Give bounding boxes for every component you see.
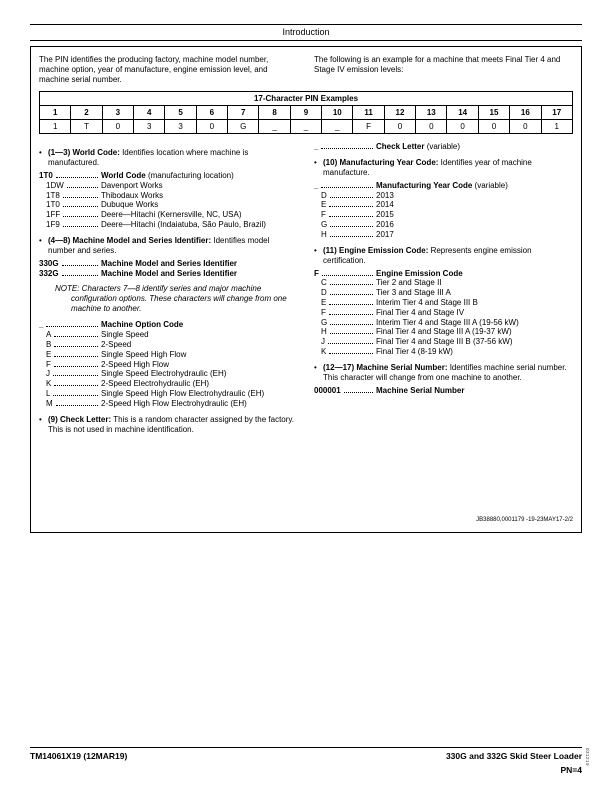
bullet-label: (10) Manufacturing Year Code: — [323, 157, 439, 167]
definition-term-cell — [321, 191, 376, 201]
footer-model-title: 330G and 332G Skid Steer Loader — [445, 751, 582, 761]
pin-value-cell: _ — [290, 120, 321, 134]
header-rule-top — [30, 24, 582, 25]
dot-leader — [330, 292, 373, 295]
definition-row — [314, 308, 573, 318]
dot-leader — [62, 273, 98, 276]
definition-term: F — [314, 268, 319, 278]
footer-page-number: PN=4 — [560, 765, 582, 775]
definition-text: Davenport Works — [101, 180, 163, 190]
bullet-item: • (4—8) Machine Model and Series Identifier: Identifies model number and series. — [39, 236, 298, 256]
definition-text: 2-Speed High Flow — [101, 359, 170, 369]
definition-text: Check Letter (variable) — [376, 142, 461, 151]
definition-text: Final Tier 4 and Stage III B (37-56 kW) — [376, 337, 513, 347]
definition-text: Interim Tier 4 and Stage III A (19-56 kW) — [376, 317, 519, 327]
definition-term-cell — [46, 330, 101, 340]
definition-row — [314, 220, 573, 230]
definition-term-cell — [46, 389, 101, 399]
definition-text: Final Tier 4 and Stage III A (19-37 kW) — [376, 327, 512, 337]
dot-leader — [330, 224, 373, 227]
definition-row — [39, 330, 298, 340]
definition-term: D — [321, 288, 327, 298]
pin-example-paragraph: The following is an example for a machine that meets Final Tier 4 and Stage IV emission levels: — [314, 55, 561, 74]
definition-text: Interim Tier 4 and Stage III B — [376, 297, 478, 307]
definition-term: G — [321, 317, 328, 327]
pin-value-cell: 1 — [40, 120, 71, 134]
dot-leader — [321, 146, 373, 149]
definition-term-cell — [46, 379, 101, 389]
definition-text: 2013 — [376, 190, 394, 200]
pin-position-cell: 15 — [478, 106, 509, 120]
definition-term-cell — [321, 220, 376, 230]
definition-row — [314, 181, 573, 191]
definition-term: G — [321, 219, 328, 229]
definition-text: Machine Option Code — [101, 320, 184, 330]
definition-term-cell — [314, 269, 376, 279]
dot-leader — [330, 322, 373, 325]
footer-print-code: 031219 — [585, 748, 590, 767]
definition-row — [39, 360, 298, 370]
definition-term-cell — [321, 318, 376, 328]
definition-term-cell — [39, 171, 101, 181]
pin-value-cell: 0 — [447, 120, 478, 134]
pin-position-cell: 17 — [541, 106, 573, 120]
definition-row — [39, 181, 298, 191]
pin-value-cell: 0 — [416, 120, 447, 134]
dot-leader — [328, 341, 373, 344]
dot-leader — [46, 324, 98, 327]
definition-row — [39, 210, 298, 220]
definition-term-cell — [46, 399, 101, 409]
definition-term: L — [46, 388, 51, 398]
pin-table-title: 17-Character PIN Examples — [40, 92, 573, 106]
pin-value-cell: 3 — [165, 120, 196, 134]
definition-row — [314, 318, 573, 328]
definition-row — [314, 278, 573, 288]
pin-value-cell: 0 — [478, 120, 509, 134]
definition-term: H — [321, 229, 327, 239]
dot-leader — [321, 185, 373, 188]
definition-text: Tier 3 and Stage III A — [376, 288, 451, 298]
definition-term-cell — [46, 340, 101, 350]
definition-term: D — [321, 190, 327, 200]
pin-position-cell: 5 — [165, 106, 196, 120]
definition-suffix: (manufacturing location) — [145, 171, 234, 180]
definition-row — [314, 337, 573, 347]
definition-row — [314, 347, 573, 357]
definition-term: E — [321, 297, 327, 307]
dot-leader — [67, 185, 98, 188]
pin-position-cell: 10 — [322, 106, 353, 120]
definition-text: Deere—Hitachi (Indaiatuba, São Paulo, Brazil) — [101, 219, 266, 229]
definition-text: Tier 2 and Stage II — [376, 278, 442, 288]
definition-term-cell — [314, 386, 376, 396]
definition-row — [39, 350, 298, 360]
definition-suffix: (variable) — [472, 180, 508, 190]
definition-term: E — [46, 349, 52, 359]
definition-term-cell — [314, 142, 376, 152]
pin-position-cell: 4 — [134, 106, 165, 120]
definition-text: 2-Speed Electrohydraulic (EH) — [101, 379, 210, 389]
definition-text: Single Speed Electrohydraulic (EH) — [101, 369, 227, 379]
definition-row — [39, 389, 298, 399]
pin-value-cell: 1 — [541, 120, 573, 134]
bullet-item: • (1—3) World Code: Identifies location where machine is manufactured. — [39, 148, 298, 168]
definition-term-cell — [46, 191, 101, 201]
pin-value-cell: G — [228, 120, 259, 134]
pin-value-cell: 0 — [196, 120, 227, 134]
definition-row — [314, 386, 573, 396]
dot-leader — [63, 224, 98, 227]
definition-row — [314, 327, 573, 337]
bullet-item: • (10) Manufacturing Year Code: Identifies year of machine manufacture. — [314, 158, 573, 178]
pin-table — [39, 91, 573, 134]
dot-leader — [322, 273, 373, 276]
header-rule-bottom — [30, 40, 582, 41]
content-row — [39, 142, 573, 438]
definition-row — [314, 230, 573, 240]
definition-text: Final Tier 4 (8-19 kW) — [376, 346, 453, 356]
pin-positions-row — [40, 106, 573, 120]
definition-term: F — [46, 359, 51, 369]
definition-text: Dubuque Works — [101, 200, 159, 210]
definition-term: _ — [314, 180, 319, 190]
dot-leader — [63, 195, 98, 198]
pin-position-cell: 12 — [384, 106, 415, 120]
left-column — [39, 142, 298, 438]
definition-row — [39, 259, 298, 269]
pin-position-cell: 11 — [353, 106, 384, 120]
dot-leader — [54, 344, 98, 347]
definition-term-cell — [321, 327, 376, 337]
definition-text: 2017 — [376, 229, 394, 239]
dot-leader — [344, 390, 373, 393]
definition-term-cell — [46, 181, 101, 191]
dot-leader — [330, 282, 373, 285]
definition-term-cell — [321, 210, 376, 220]
dot-leader — [54, 334, 98, 337]
bullet-label: (1—3) World Code: — [48, 148, 120, 157]
definition-term: J — [321, 337, 325, 347]
definition-term-cell — [321, 337, 376, 347]
definition-term: C — [321, 278, 327, 288]
definition-term-cell — [321, 230, 376, 240]
bullet-label: (9) Check Letter: — [48, 414, 112, 424]
definition-term: J — [46, 369, 50, 379]
definition-text: Single Speed High Flow — [101, 349, 187, 359]
bullet-item: • (9) Check Letter: This is a random character assigned by the factory. This is not used in machine identification. — [39, 415, 298, 435]
pin-value-cell: 3 — [134, 120, 165, 134]
definition-row — [314, 288, 573, 298]
definition-text: Machine Model and Series Identifier — [101, 258, 238, 268]
definition-text: Final Tier 4 and Stage IV — [376, 307, 465, 317]
definition-term: 330G — [39, 258, 59, 268]
dot-leader — [329, 351, 373, 354]
definition-row — [314, 210, 573, 220]
definition-row — [39, 399, 298, 409]
pin-value-cell: T — [71, 120, 102, 134]
dot-leader — [56, 403, 98, 406]
pin-position-cell: 13 — [416, 106, 447, 120]
definition-term: _ — [39, 320, 44, 330]
definition-term-cell — [46, 210, 101, 220]
definition-text: 2016 — [376, 219, 394, 229]
definition-term: M — [46, 398, 53, 408]
dot-leader — [329, 214, 373, 217]
page-header-title: Introduction — [282, 27, 330, 37]
note-text: NOTE: Characters 7—8 identify series and major machine configuration options. These characters will change from one machine to another. — [55, 284, 287, 314]
pin-position-cell: 9 — [290, 106, 321, 120]
definition-text: 2014 — [376, 200, 394, 210]
definition-term: 1T0 — [39, 171, 53, 180]
dot-leader — [62, 263, 98, 266]
definition-term-cell — [321, 288, 376, 298]
definition-row — [39, 171, 298, 181]
pin-position-cell: 6 — [196, 106, 227, 120]
definition-term-cell — [46, 350, 101, 360]
definition-term: 1T0 — [46, 200, 60, 210]
definition-text: Thibodaux Works — [101, 190, 164, 200]
definition-term: B — [46, 339, 52, 349]
pin-table-title-row — [40, 92, 573, 106]
definition-term: E — [321, 200, 327, 210]
definition-text: 2015 — [376, 210, 394, 220]
bullet-item: • (12—17) Machine Serial Number: Identifies machine serial number. This character will change from one machine to another. — [314, 363, 573, 383]
pin-value-cell: 0 — [384, 120, 415, 134]
definition-term-cell — [39, 320, 101, 330]
definition-text: World Code (manufacturing location) — [101, 171, 234, 180]
definition-text: Machine Model and Series Identifier — [101, 268, 238, 278]
dot-leader — [329, 302, 373, 305]
definition-term: _ — [314, 142, 319, 151]
footer-doc-number: TM14061X19 (12MAR19) — [30, 751, 128, 761]
definition-term: F — [321, 210, 326, 220]
definition-term-cell — [321, 200, 376, 210]
definition-row — [314, 269, 573, 279]
dot-leader — [329, 204, 373, 207]
definition-text: 2-Speed High Flow Electrohydraulic (EH) — [101, 398, 247, 408]
pin-position-cell: 8 — [259, 106, 290, 120]
pin-position-cell: 2 — [71, 106, 102, 120]
pin-value-cell: F — [353, 120, 384, 134]
definition-term: K — [321, 346, 327, 356]
right-column — [314, 142, 573, 438]
definition-row — [39, 340, 298, 350]
dot-leader — [63, 204, 98, 207]
definition-row — [39, 369, 298, 379]
bullet-label: (4—8) Machine Model and Series Identifier: — [48, 235, 212, 245]
definition-row — [39, 191, 298, 201]
intro-row — [39, 55, 573, 85]
definition-row — [39, 379, 298, 389]
definition-term-cell — [321, 347, 376, 357]
definition-term-cell — [46, 360, 101, 370]
document-ref: JB38880,0001179 -19-23MAY17-2/2 — [476, 517, 573, 523]
bullet-label: (12—17) Machine Serial Number: — [323, 362, 448, 372]
definition-term: H — [321, 327, 327, 337]
definition-term: F — [321, 307, 326, 317]
pin-position-cell: 3 — [102, 106, 133, 120]
definition-term: 1DW — [46, 180, 64, 190]
bullet-label: (11) Engine Emission Code: — [323, 245, 429, 255]
definition-text: Single Speed High Flow Electrohydraulic (EH) — [101, 388, 265, 398]
pin-value-cell: 0 — [510, 120, 541, 134]
pin-description-paragraph: The PIN identifies the producing factory, machine model number, machine option, year of manufacture, engine emission level, and machine serial number. — [39, 55, 269, 84]
bullet-item: • (11) Engine Emission Code: Represents engine emission certification. — [314, 246, 573, 266]
definition-term-cell — [46, 200, 101, 210]
definition-term: K — [46, 379, 52, 389]
definition-suffix: (variable) — [424, 142, 461, 151]
definition-term-cell — [321, 308, 376, 318]
dot-leader — [330, 195, 373, 198]
dot-leader — [63, 214, 98, 217]
definition-row — [39, 269, 298, 279]
pin-position-cell: 7 — [228, 106, 259, 120]
definition-text: Single Speed — [101, 330, 149, 340]
definition-text: Engine Emission Code — [376, 268, 463, 278]
definition-term-cell — [314, 181, 376, 191]
definition-term-cell — [39, 259, 101, 269]
dot-leader — [54, 364, 98, 367]
pin-info-box — [30, 46, 582, 533]
dot-leader — [330, 234, 373, 237]
pin-position-cell: 16 — [510, 106, 541, 120]
dot-leader — [56, 175, 98, 178]
pin-value-cell: 0 — [102, 120, 133, 134]
pin-value-cell: _ — [259, 120, 290, 134]
dot-leader — [53, 373, 98, 376]
definition-row — [39, 200, 298, 210]
dot-leader — [329, 312, 373, 315]
definition-row — [39, 320, 298, 330]
definition-row — [314, 200, 573, 210]
definition-term: 1FF — [46, 210, 61, 220]
definition-term-cell — [321, 278, 376, 288]
dot-leader — [54, 354, 98, 357]
definition-term: 332G — [39, 268, 59, 278]
dot-leader — [53, 393, 98, 396]
definition-term-cell — [46, 369, 101, 379]
dot-leader — [330, 331, 373, 334]
definition-term-cell — [321, 298, 376, 308]
definition-term: 1T8 — [46, 190, 60, 200]
definition-term: 000001 — [314, 385, 341, 395]
definition-text: 2-Speed — [101, 339, 132, 349]
pin-values-row — [40, 120, 573, 134]
definition-term: A — [46, 330, 52, 340]
pin-position-cell: 14 — [447, 106, 478, 120]
definition-text: Machine Serial Number — [376, 385, 465, 395]
definition-row — [314, 298, 573, 308]
definition-term-cell — [39, 269, 101, 279]
definition-row — [39, 220, 298, 230]
definition-row — [314, 142, 573, 152]
pin-value-cell: _ — [322, 120, 353, 134]
footer-rule — [30, 747, 582, 748]
definition-term-cell — [46, 220, 101, 230]
dot-leader — [54, 383, 98, 386]
definition-text: Deere—Hitachi (Kernersville, NC, USA) — [101, 210, 242, 220]
definition-row — [314, 191, 573, 201]
pin-position-cell: 1 — [40, 106, 71, 120]
definition-text: Manufacturing Year Code (variable) — [376, 180, 508, 190]
definition-term: 1F9 — [46, 219, 60, 229]
